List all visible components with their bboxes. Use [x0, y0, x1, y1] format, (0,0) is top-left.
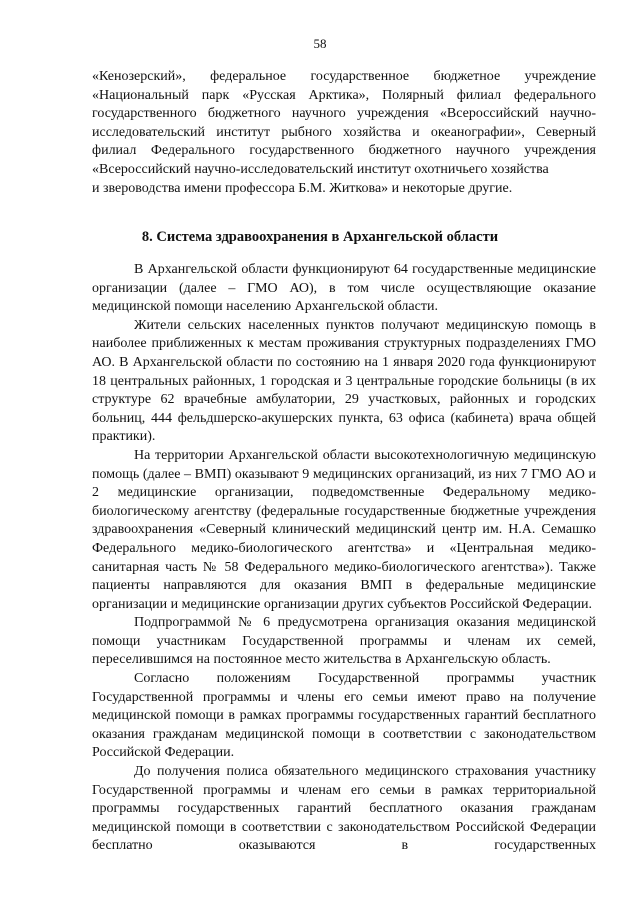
section-paragraph: Жители сельских населенных пунктов получают медицинскую помощь в наиболее приближенных к местам проживания структурных подразделениях ГМО АО. В Архангельской области по состоянию на 1 января 2020 года функционируют 18 центральных районных, 1 городская и 3 центральные городские больницы (в их структуре 62 врачебные амбулатории, 29 участковых, районных и городских больниц, 444 фельдшерско-акушерских пункта, 63 офиса (кабинета) врача общей практики). [92, 317, 596, 445]
section-paragraph: В Архангельской области функционируют 64 государственные медицинские организации (далее – ГМО АО), в том числе осуществляющие оказание медицинской помощи населению Архангельской области. [92, 262, 596, 315]
intro-paragraph: «Кенозерский», федеральное государственное бюджетное учреждение «Национальный парк «Русская Арктика», Полярный филиал федерального государственного бюджетного научного учреждения «Всероссийский научно-исследовательский институт рыбного хозяйства и океанографии», Северный филиал Федерального государственного бюджетного научного учреждения «Всероссийский научно-исследовательский институт охотничьего хозяйства [92, 69, 596, 177]
page-number: 58 [313, 36, 327, 51]
section-paragraph: Подпрограммой № 6 предусмотрена организация оказания медицинской помощи участникам Государственной программы и членам их семей, переселившимся на постоянное место жительства в Архангельскую область. [92, 615, 596, 668]
section-heading: 8. Система здравоохранения в Архангельской области [141, 229, 499, 245]
section-paragraph: До получения полиса обязательного медицинского страхования участнику Государственной программы и членам его семьи в рамках территориальной программы государственных гарантий бесплатного оказания гражданам медицинской помощи в соответствии с законодательством Российской Федерации бесплатно оказываются в государственных [92, 764, 596, 854]
section-text-block [92, 261, 596, 856]
intro-paragraph: и звероводства имени профессора Б.М. Житкова» и некоторые другие. [92, 180, 513, 196]
section-paragraph: Согласно положениям Государственной программы участник Государственной программы и члены его семьи имеют право на получение медицинской помощи в рамках программы государственных гарантий бесплатного оказания гражданам медицинской помощи в соответствии с законодательством Российской Федерации. [92, 671, 596, 761]
intro-text-block [92, 68, 596, 198]
section-paragraph: На территории Архангельской области высокотехнологичную медицинскую помощь (далее – ВМП) оказывают 9 медицинских организаций, из них 7 ГМО АО и 2 медицинские организации, подведомственные Федеральному медико-биологическому агентству (федеральные государственные бюджетные учреждения здравоохранения «Северный клинический медицинский центр им. Н.А. Семашко Федерального медико-биологического агентства» и «Центральная медико-санитарная часть № 58 Федерального медико-биологического агентства»). Также пациенты направляются для оказания ВМП в федеральные медицинские организации и медицинские организации других субъектов Российской Федерации. [92, 447, 596, 612]
